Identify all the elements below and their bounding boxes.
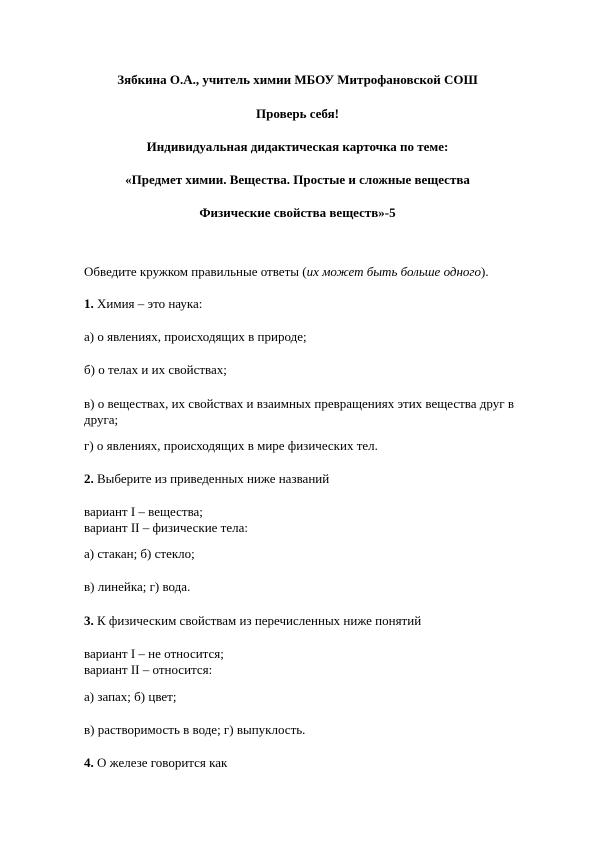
topic-line-1: «Предмет химии. Вещества. Простые и сложные вещества [125,172,470,187]
instruction [84,264,489,280]
question-text: К физическим свойствам из перечисленных ниже понятий [97,613,422,628]
answer-option: а) запах; б) цвет; [84,689,177,704]
variant-line: вариант II – относится: [84,662,213,677]
author-line: Зябкина О.А., учитель химии МБОУ Митрофановской СОШ [117,72,478,87]
answer-option: а) о явлениях, происходящих в природе; [84,329,307,344]
answer-option: в) линейка; г) вода. [84,579,191,594]
topic-line-2: Физические свойства веществ»-5 [199,205,396,220]
question-number: 2. [84,471,94,486]
answer-option: в) о веществах, их свойствах и взаимных превращениях этих вещества друг в [84,396,514,411]
question-number: 3. [84,613,94,628]
instruction-text-end: ). [481,264,489,279]
question-1 [84,296,202,312]
card-title: Индивидуальная дидактическая карточка по теме: [146,139,449,154]
question-3 [84,613,421,629]
variant-line: вариант I – не относится; [84,646,224,661]
question-text: Химия – это наука: [97,296,203,311]
question-text: О железе говорится как [97,755,228,770]
question-number: 1. [84,296,94,311]
instruction-italic-note: их может быть больше одного [306,264,481,279]
answer-option-continuation: друга; [84,412,119,427]
variant-line: вариант II – физические тела: [84,520,248,535]
answer-option: а) стакан; б) стекло; [84,546,195,561]
instruction-text: Обведите кружком правильные ответы ( [84,264,307,279]
question-2 [84,471,329,487]
variant-line: вариант I – вещества; [84,504,203,519]
answer-option: б) о телах и их свойствах; [84,362,227,377]
check-yourself-heading: Проверь себя! [256,106,339,121]
question-4 [84,755,227,771]
answer-option: в) растворимость в воде; г) выпуклость. [84,722,306,737]
question-text: Выберите из приведенных ниже названий [97,471,330,486]
question-number: 4. [84,755,94,770]
answer-option: г) о явлениях, происходящих в мире физических тел. [84,438,378,453]
